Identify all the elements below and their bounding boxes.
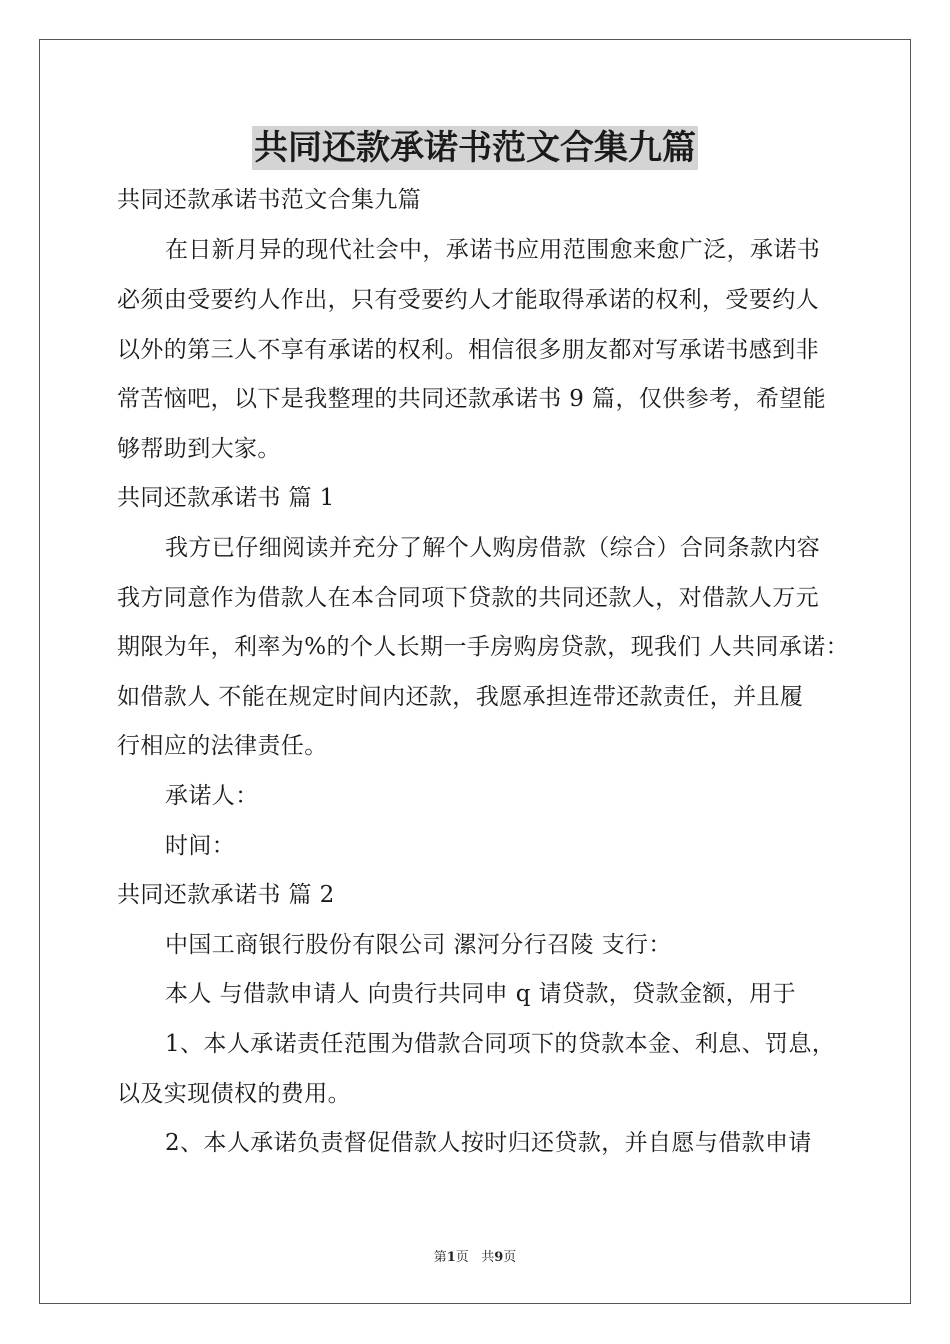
total-prefix: 共 bbox=[481, 1250, 495, 1265]
date-label: 时间： bbox=[165, 833, 236, 859]
paragraph-line: 在日新月异的现代社会中，承诺书应用范围愈来愈广泛，承诺书 bbox=[165, 237, 821, 263]
paragraph-line: 中国工商银行股份有限公司 漯河分行召陵 支行： bbox=[165, 932, 672, 958]
paragraph-line: 行相应的法律责任。 bbox=[117, 733, 328, 759]
subtitle-line: 共同还款承诺书范文合集九篇 bbox=[117, 187, 422, 213]
paragraph-line: 2、本人承诺负责督促借款人按时归还贷款，并自愿与借款申请 bbox=[165, 1130, 812, 1156]
signature-label: 承诺人： bbox=[165, 783, 259, 809]
page-current: 1 bbox=[446, 1250, 456, 1265]
page-suffix: 页 bbox=[455, 1250, 469, 1265]
paragraph-line: 以及实现债权的费用。 bbox=[117, 1081, 351, 1107]
paragraph-line: 常苦恼吧，以下是我整理的共同还款承诺书 9 篇，仅供参考，希望能 bbox=[117, 386, 827, 412]
paragraph-line: 我方同意作为借款人在本合同项下贷款的共同还款人，对借款人万元 bbox=[117, 585, 819, 611]
paragraph-line: 必须由受要约人作出，只有受要约人才能取得承诺的权利，受要约人 bbox=[117, 287, 819, 313]
page-prefix: 第 bbox=[433, 1250, 447, 1265]
section-heading: 共同还款承诺书 篇 1 bbox=[117, 485, 335, 511]
paragraph-line: 1、本人承诺责任范围为借款合同项下的贷款本金、利息、罚息， bbox=[165, 1031, 836, 1057]
page-footer bbox=[0, 1246, 950, 1265]
paragraph-line: 我方已仔细阅读并充分了解个人购房借款（综合）合同条款内容 bbox=[165, 535, 821, 561]
section-heading: 共同还款承诺书 篇 2 bbox=[117, 882, 335, 908]
paragraph-line: 本人 与借款申请人 向贵行共同申 q 请贷款，贷款金额，用于 bbox=[165, 981, 796, 1007]
title-container bbox=[0, 126, 950, 170]
page-total: 9 bbox=[494, 1250, 504, 1265]
paragraph-line: 期限为年，利率为%的个人长期一手房购房贷款，现我们 人共同承诺： bbox=[117, 634, 849, 660]
document-title: 共同还款承诺书范文合集九篇 bbox=[254, 128, 696, 168]
paragraph-line: 够帮助到大家。 bbox=[117, 436, 281, 462]
paragraph-line: 以外的第三人不享有承诺的权利。相信很多朋友都对写承诺书感到非 bbox=[117, 337, 819, 363]
page-border bbox=[39, 39, 911, 1304]
total-suffix: 页 bbox=[503, 1250, 517, 1265]
paragraph-line: 如借款人 不能在规定时间内还款，我愿承担连带还款责任，并且履 bbox=[117, 684, 804, 710]
